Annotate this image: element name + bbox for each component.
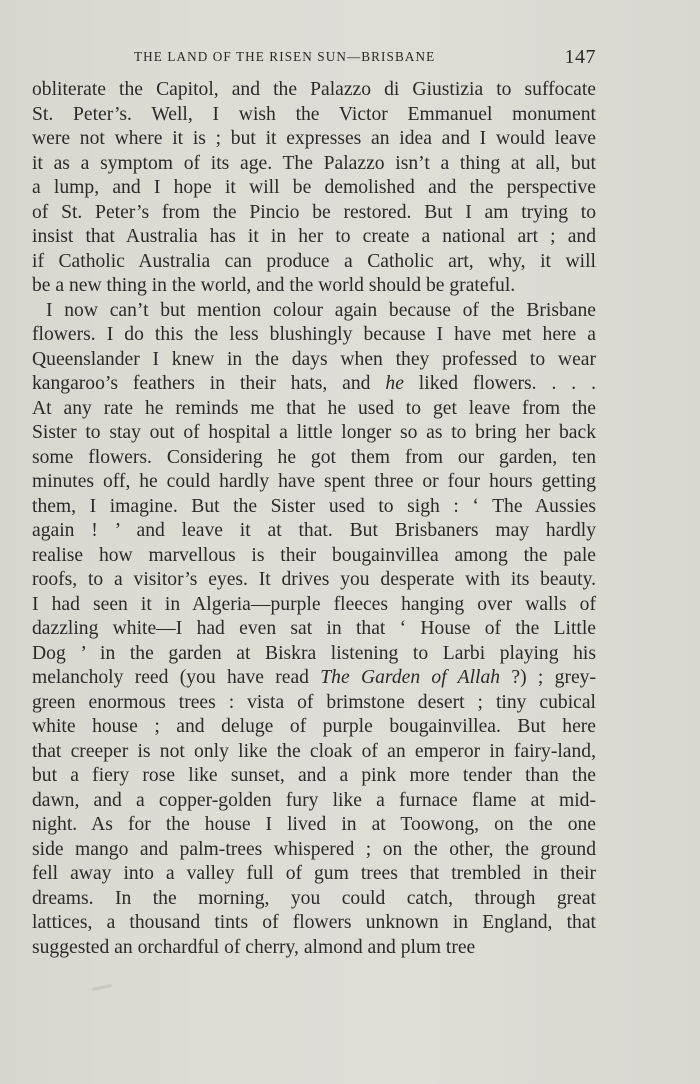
- text-line: [32, 568, 596, 593]
- text-line: [32, 813, 596, 838]
- text-segment: lattices, a thousand tints of flowers unknown in England, that: [32, 912, 596, 933]
- text-line: [32, 225, 596, 250]
- text-segment: I now can’t but mention colour again because of the Brisbane: [46, 299, 596, 321]
- text-line: [32, 201, 596, 226]
- text-segment: dawn, and a copper-golden fury like a furnace flame at mid-: [32, 789, 596, 811]
- text-segment: that creeper is not only like the cloak of an emperor in fairy-land,: [32, 740, 596, 762]
- text-segment: liked flowers. . . .: [403, 373, 597, 394]
- text-segment: Queenslander I knew in the days when they professed to wear: [32, 348, 596, 370]
- page-number: 147: [564, 46, 596, 68]
- text-line: [32, 274, 596, 299]
- text-segment: I had seen it in Algeria—purple fleeces hanging over walls of: [32, 593, 596, 615]
- text-segment: Sister to stay out of hospital a little longer so as to bring her back: [32, 422, 596, 443]
- text-segment: ?) ; grey-: [500, 667, 597, 688]
- text-line: [32, 666, 596, 691]
- text-line: [32, 617, 596, 642]
- text-line: [32, 176, 596, 201]
- text-line: [32, 691, 596, 716]
- text-segment: green enormous trees : vista of brimstone desert ; tiny cubical: [32, 691, 596, 713]
- text-segment: but a fiery rose like sunset, and a pink more tender than the: [32, 765, 596, 786]
- text-segment: At any rate he reminds me that he used to get leave from the: [32, 397, 596, 419]
- running-title: THE LAND OF THE RISEN SUN—BRISBANE: [134, 49, 436, 64]
- text-line: [32, 372, 596, 397]
- text-line: [32, 544, 596, 569]
- text-segment: melancholy reed (you have read: [32, 667, 321, 688]
- text-line: [32, 642, 596, 667]
- text-line: [32, 421, 596, 446]
- text-line: [32, 323, 596, 348]
- text-segment: suggested an orchardful of cherry, almond and plum tree: [32, 936, 476, 958]
- text-segment: minutes off, he could hardly have spent three or four hours getting: [32, 471, 596, 492]
- text-segment: it as a symptom of its age. The Palazzo isn’t a thing at all, but: [32, 152, 596, 174]
- text-segment: a lump, and I hope it will be demolished and the perspective: [32, 177, 596, 198]
- text-segment: fell away into a valley full of gum trees that trembled in their: [32, 863, 596, 884]
- text-line: [32, 152, 596, 177]
- text-segment: be a new thing in the world, and the world should be grateful.: [32, 275, 516, 296]
- text-line: [32, 446, 596, 471]
- text-line: [32, 470, 596, 495]
- text-segment: night. As for the house I lived in at Toowong, on the one: [32, 814, 596, 835]
- text-segment: insist that Australia has it in her to create a national art ; and: [32, 226, 596, 247]
- text-segment: Dog ’ in the garden at Biskra listening to Larbi playing his: [32, 642, 596, 664]
- text-line: [32, 250, 596, 275]
- running-head: [32, 46, 596, 70]
- text-line: [32, 911, 596, 936]
- text-line: [32, 519, 596, 544]
- text-line: [32, 715, 596, 740]
- text-line: [32, 887, 596, 912]
- text-segment: flowers. I do this the less blushingly because I have met here a: [32, 324, 596, 345]
- text-segment: obliterate the Capitol, and the Palazzo di Giustizia to suffocate: [32, 79, 596, 100]
- italic-text: The Garden of Allah: [320, 667, 501, 688]
- text-line: [32, 299, 596, 324]
- text-line: [32, 397, 596, 422]
- text-segment: were not where it is ; but it expresses an idea and I would leave: [32, 128, 596, 149]
- text-line: [32, 789, 596, 814]
- text-line: [32, 103, 596, 128]
- text-segment: some flowers. Considering he got them from our garden, ten: [32, 446, 596, 468]
- body-text: [32, 78, 596, 960]
- text-line: [32, 78, 596, 103]
- text-segment: side mango and palm-trees whispered ; on the other, the ground: [32, 838, 596, 860]
- text-segment: if Catholic Australia can produce a Catholic art, why, it will: [32, 250, 596, 272]
- text-segment: St. Peter’s. Well, I wish the Victor Emmanuel monument: [32, 103, 596, 125]
- text-segment: dazzling white—I had even sat in that ‘ House of the Little: [32, 618, 596, 639]
- text-segment: realise how marvellous is their bougainvillea among the pale: [32, 544, 596, 566]
- text-line: [32, 862, 596, 887]
- paper-mark: [92, 984, 112, 991]
- text-line: [32, 495, 596, 520]
- text-segment: them, I imagine. But the Sister used to sigh : ‘ The Aussies: [32, 495, 596, 517]
- text-segment: roofs, to a visitor’s eyes. It drives you desperate with its beauty.: [32, 569, 596, 590]
- text-line: [32, 936, 596, 961]
- text-segment: white house ; and deluge of purple bougainvillea. But here: [32, 716, 596, 737]
- text-line: [32, 593, 596, 618]
- text-segment: of St. Peter’s from the Pincio be restored. But I am trying to: [32, 201, 596, 223]
- text-line: [32, 838, 596, 863]
- text-segment: kangaroo’s feathers in their hats, and: [32, 373, 386, 394]
- text-segment: dreams. In the morning, you could catch, through great: [32, 887, 596, 909]
- text-line: [32, 348, 596, 373]
- italic-text: he: [385, 373, 404, 394]
- text-segment: again ! ’ and leave it at that. But Brisbaners may hardly: [32, 520, 596, 541]
- text-line: [32, 764, 596, 789]
- text-line: [32, 127, 596, 152]
- text-line: [32, 740, 596, 765]
